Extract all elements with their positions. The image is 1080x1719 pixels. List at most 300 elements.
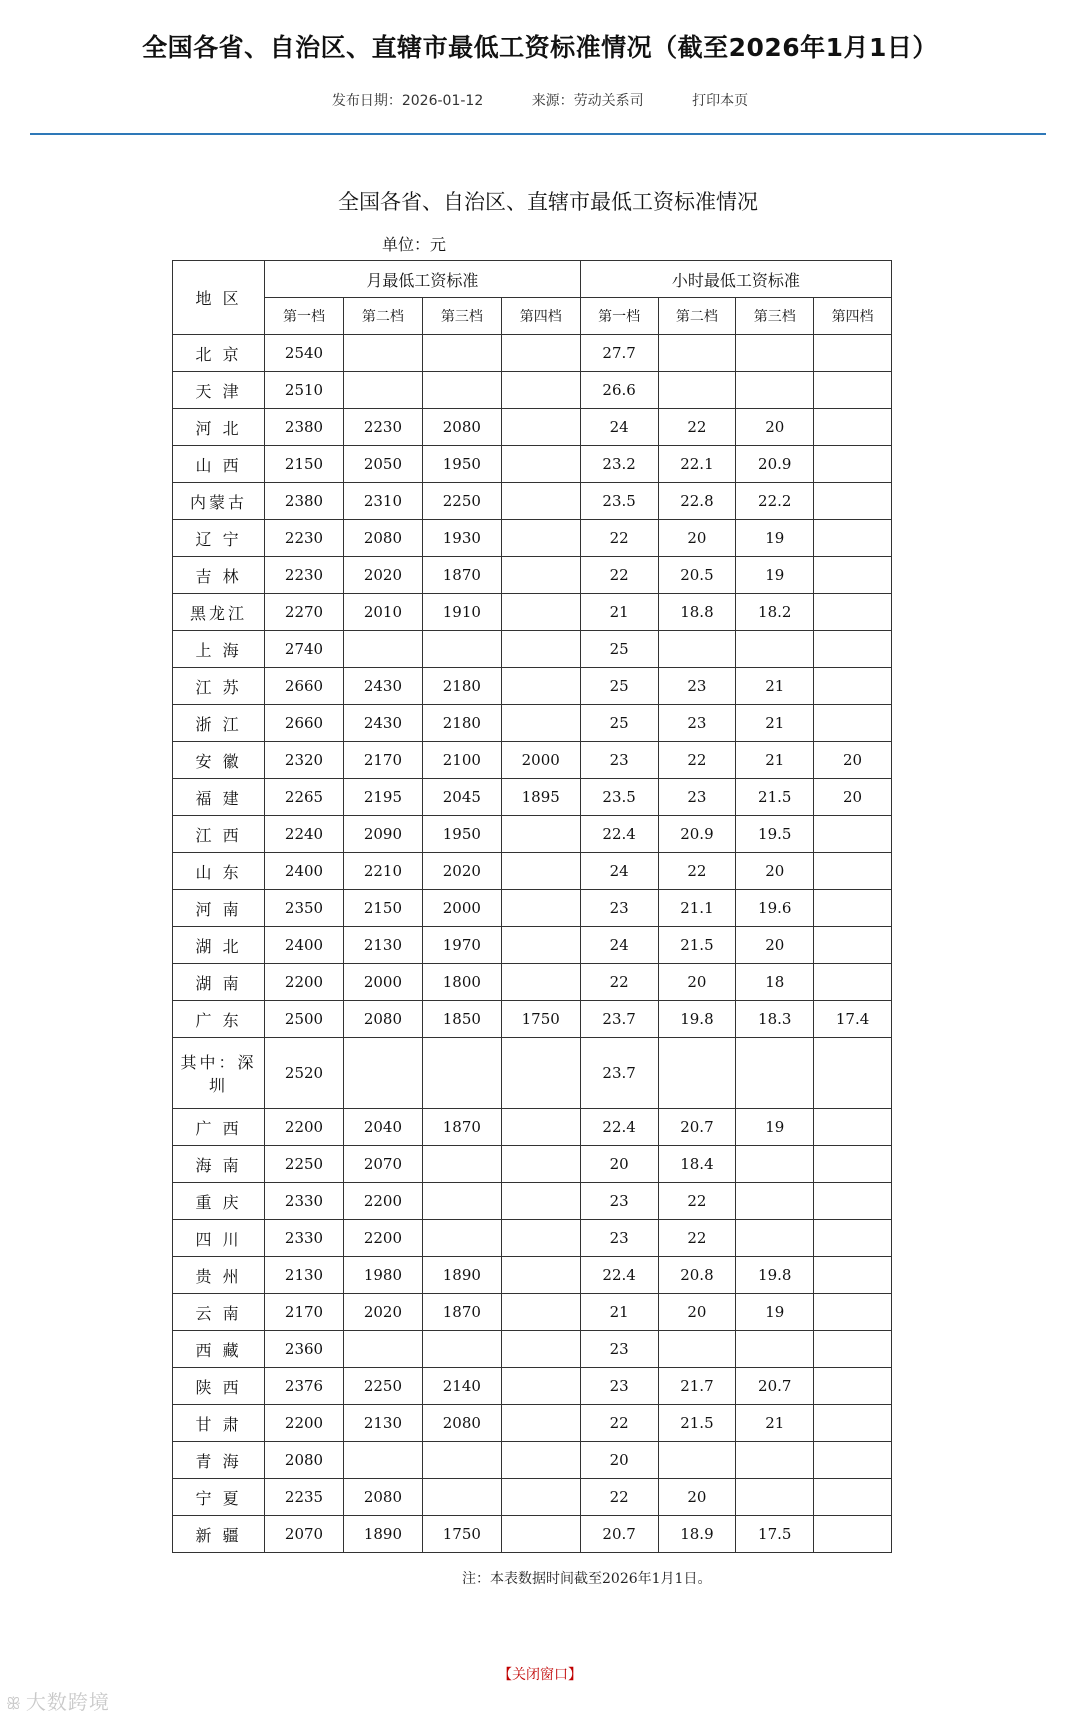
monthly-wage-cell [501,1294,580,1331]
monthly-wage-cell: 2210 [343,853,422,890]
monthly-wage-cell: 2380 [265,409,344,446]
hourly-wage-cell: 19.8 [658,1001,736,1038]
monthly-wage-cell [501,1368,580,1405]
hourly-wage-cell [814,964,892,1001]
monthly-wage-cell: 1895 [501,779,580,816]
monthly-wage-cell: 2660 [265,668,344,705]
monthly-wage-cell: 2250 [343,1368,422,1405]
region-cell: 吉 林 [173,557,265,594]
tier-header: 第一档 [580,298,658,335]
hourly-wage-cell [736,372,814,409]
region-cell: 上 海 [173,631,265,668]
hourly-wage-cell: 17.4 [814,1001,892,1038]
source-label: 来源： [531,93,574,109]
monthly-wage-cell: 2310 [343,483,422,520]
hourly-wage-cell: 20.8 [658,1257,736,1294]
table-row [173,335,892,372]
monthly-wage-cell: 2235 [265,1479,344,1516]
region-cell: 山 西 [173,446,265,483]
monthly-wage-cell: 2350 [265,890,344,927]
hourly-wage-cell: 23 [658,705,736,742]
monthly-wage-cell: 2200 [265,1405,344,1442]
monthly-wage-cell: 1950 [422,816,501,853]
table-row [173,1516,892,1553]
hourly-wage-cell: 24 [580,853,658,890]
hourly-wage-cell [814,409,892,446]
monthly-wage-cell: 1870 [422,557,501,594]
region-cell: 贵 州 [173,1257,265,1294]
table-row [173,1183,892,1220]
table-row [173,372,892,409]
monthly-wage-cell: 2380 [265,483,344,520]
hourly-wage-cell [658,335,736,372]
hourly-wage-cell: 20 [736,927,814,964]
monthly-wage-cell [501,816,580,853]
monthly-wage-cell [501,1479,580,1516]
region-cell: 辽 宁 [173,520,265,557]
hourly-wage-cell: 22.8 [658,483,736,520]
region-cell: 青 海 [173,1442,265,1479]
monthly-wage-cell: 1890 [422,1257,501,1294]
monthly-wage-cell [501,705,580,742]
monthly-wage-cell: 2540 [265,335,344,372]
monthly-wage-cell: 1970 [422,927,501,964]
monthly-wage-cell: 2020 [343,557,422,594]
hourly-wage-cell: 18.8 [658,594,736,631]
monthly-wage-cell: 2195 [343,779,422,816]
region-cell: 四 川 [173,1220,265,1257]
region-cell: 湖 北 [173,927,265,964]
monthly-wage-cell: 2080 [343,1479,422,1516]
hourly-wage-cell [814,1109,892,1146]
monthly-wage-cell [501,1442,580,1479]
table-row [173,520,892,557]
monthly-wage-cell: 1930 [422,520,501,557]
region-cell: 海 南 [173,1146,265,1183]
hourly-wage-cell: 19.5 [736,816,814,853]
hourly-wage-cell [814,890,892,927]
hourly-wage-cell: 23.7 [580,1038,658,1109]
hourly-wage-cell [814,853,892,890]
region-cell: 陕 西 [173,1368,265,1405]
monthly-wage-cell: 2330 [265,1220,344,1257]
hourly-wage-cell [814,1146,892,1183]
hourly-wage-cell: 22.4 [580,1257,658,1294]
hourly-wage-cell [814,927,892,964]
hourly-wage-cell: 20.7 [580,1516,658,1553]
table-row [173,1368,892,1405]
hourly-wage-cell [736,1183,814,1220]
tier-header: 第四档 [501,298,580,335]
monthly-wage-cell: 2080 [343,1001,422,1038]
monthly-wage-cell [422,1183,501,1220]
publish-date-label: 发布日期： [331,93,402,109]
monthly-wage-cell: 2330 [265,1183,344,1220]
hourly-wage-cell: 20.7 [658,1109,736,1146]
tier-header: 第一档 [265,298,344,335]
monthly-wage-cell [501,853,580,890]
hourly-wage-cell [736,1479,814,1516]
hourly-wage-cell: 22.4 [580,1109,658,1146]
tier-header: 第二档 [658,298,736,335]
monthly-wage-cell [501,964,580,1001]
table-row [173,853,892,890]
monthly-wage-cell: 2520 [265,1038,344,1109]
hourly-wage-cell: 21 [580,594,658,631]
table-body [173,335,892,1553]
monthly-wage-cell: 1980 [343,1257,422,1294]
region-cell: 江 西 [173,816,265,853]
monthly-wage-cell: 2250 [265,1146,344,1183]
hourly-wage-cell: 23.5 [580,779,658,816]
hourly-wage-cell: 22.2 [736,483,814,520]
monthly-wage-cell: 2250 [422,483,501,520]
hourly-wage-cell: 18.4 [658,1146,736,1183]
region-cell: 重 庆 [173,1183,265,1220]
monthly-wage-cell: 2050 [343,446,422,483]
monthly-wage-cell: 2660 [265,705,344,742]
monthly-wage-cell: 2230 [343,409,422,446]
monthly-wage-cell [422,1146,501,1183]
close-window-link[interactable]: 【关闭窗口】 [498,1667,582,1683]
hourly-wage-cell: 22 [580,1405,658,1442]
article-meta [0,90,1080,110]
print-page-link[interactable]: 打印本页 [692,93,749,109]
monthly-wage-cell [501,335,580,372]
monthly-wage-cell: 2180 [422,668,501,705]
region-cell: 湖 南 [173,964,265,1001]
hourly-wage-cell [814,520,892,557]
hourly-wage-cell [814,668,892,705]
hourly-wage-cell: 22 [658,1220,736,1257]
monthly-wage-cell [501,1405,580,1442]
hourly-wage-cell: 20 [658,520,736,557]
monthly-wage-cell: 2500 [265,1001,344,1038]
hourly-wage-cell: 18 [736,964,814,1001]
hourly-wage-cell: 20 [814,742,892,779]
monthly-wage-cell: 2100 [422,742,501,779]
monthly-wage-cell [501,372,580,409]
monthly-wage-cell [343,631,422,668]
header-divider [30,133,1046,135]
region-cell: 广 东 [173,1001,265,1038]
hourly-wage-cell: 21 [736,1405,814,1442]
monthly-wage-cell: 1870 [422,1109,501,1146]
table-row [173,1294,892,1331]
monthly-wage-cell [501,1257,580,1294]
unit-label: 单位：元 [382,235,447,254]
hourly-wage-cell: 26.6 [580,372,658,409]
monthly-wage-cell: 2200 [343,1220,422,1257]
monthly-wage-cell [501,1331,580,1368]
monthly-wage-cell: 2265 [265,779,344,816]
table-row [173,779,892,816]
monthly-wage-cell [422,1442,501,1479]
monthly-wage-cell: 2400 [265,853,344,890]
monthly-wage-cell [422,1479,501,1516]
monthly-wage-cell: 2360 [265,1331,344,1368]
monthly-wage-cell: 1850 [422,1001,501,1038]
source [532,90,644,110]
hourly-wage-cell [814,557,892,594]
minimum-wage-table [172,260,892,1553]
hourly-wage-cell: 24 [580,927,658,964]
hourly-wage-cell: 19.8 [736,1257,814,1294]
hourly-wage-cell [736,1220,814,1257]
monthly-wage-cell: 2240 [265,816,344,853]
hourly-wage-cell [814,446,892,483]
document-heading: 全国各省、自治区、直辖市最低工资标准情况 [338,190,758,214]
hourly-wage-cell: 21.5 [658,1405,736,1442]
monthly-wage-cell: 2070 [343,1146,422,1183]
monthly-wage-cell: 2080 [265,1442,344,1479]
region-cell: 云 南 [173,1294,265,1331]
monthly-wage-cell: 2430 [343,705,422,742]
monthly-wage-cell: 2150 [265,446,344,483]
region-cell: 黑龙江 [173,594,265,631]
hourly-wage-cell: 20 [658,964,736,1001]
monthly-wage-cell [501,1516,580,1553]
hourly-wage-cell: 17.5 [736,1516,814,1553]
hourly-wage-cell [814,483,892,520]
hourly-wage-cell: 22.1 [658,446,736,483]
hourly-wage-cell [814,1516,892,1553]
hourly-wage-cell [814,1183,892,1220]
region-cell: 北 京 [173,335,265,372]
hourly-wage-cell: 19 [736,520,814,557]
watermark-text: 大数跨境 [25,1690,110,1714]
hourly-wage-cell: 22 [580,964,658,1001]
monthly-wage-cell: 1750 [501,1001,580,1038]
hourly-wage-cell [814,1038,892,1109]
monthly-wage-cell: 2040 [343,1109,422,1146]
monthly-wage-cell: 2130 [343,1405,422,1442]
region-cell: 西 藏 [173,1331,265,1368]
hourly-wage-cell: 20 [736,409,814,446]
hourly-header: 小时最低工资标准 [580,261,891,298]
monthly-wage-cell [422,631,501,668]
region-cell: 天 津 [173,372,265,409]
monthly-wage-cell: 1750 [422,1516,501,1553]
publish-date [332,90,483,110]
table-note: 注：本表数据时间截至2026年1月1日。 [462,1571,712,1587]
table-row [173,890,892,927]
monthly-wage-cell [501,1146,580,1183]
hourly-wage-cell: 20 [658,1479,736,1516]
hourly-wage-cell: 22 [658,1183,736,1220]
region-cell: 河 北 [173,409,265,446]
hourly-wage-cell: 27.7 [580,335,658,372]
hourly-wage-cell [814,705,892,742]
hourly-wage-cell [814,631,892,668]
table-row [173,1331,892,1368]
hourly-wage-cell: 23 [580,1183,658,1220]
hourly-wage-cell: 22 [658,853,736,890]
source-value: 劳动关系司 [573,93,644,109]
table-row [173,1001,892,1038]
monthly-wage-cell [501,409,580,446]
hourly-wage-cell: 20 [580,1442,658,1479]
monthly-wage-cell: 1950 [422,446,501,483]
monthly-wage-cell: 2080 [422,1405,501,1442]
table-row [173,1220,892,1257]
table-row [173,409,892,446]
table-row [173,705,892,742]
hourly-wage-cell: 23 [580,742,658,779]
hourly-wage-cell [814,1294,892,1331]
hourly-wage-cell [814,594,892,631]
hourly-wage-cell: 23 [580,1220,658,1257]
hourly-wage-cell: 23.2 [580,446,658,483]
hourly-wage-cell [814,1442,892,1479]
table-row [173,742,892,779]
monthly-wage-cell: 2320 [265,742,344,779]
monthly-wage-cell [422,1331,501,1368]
monthly-wage-cell: 2130 [265,1257,344,1294]
region-header: 地 区 [173,261,265,335]
hourly-wage-cell [814,1257,892,1294]
monthly-wage-cell: 2170 [343,742,422,779]
monthly-wage-cell [343,1038,422,1109]
hourly-wage-cell: 25 [580,705,658,742]
monthly-wage-cell [422,1038,501,1109]
monthly-wage-cell: 2180 [422,705,501,742]
table-row [173,557,892,594]
monthly-wage-cell: 2130 [343,927,422,964]
monthly-wage-cell: 1910 [422,594,501,631]
hourly-wage-cell: 20 [658,1294,736,1331]
publish-date-value: 2026-01-12 [401,93,484,109]
monthly-wage-cell: 2200 [343,1183,422,1220]
table-row [173,1442,892,1479]
monthly-wage-cell [343,1442,422,1479]
monthly-wage-cell [422,372,501,409]
monthly-wage-cell: 2140 [422,1368,501,1405]
hourly-wage-cell: 21.5 [736,779,814,816]
region-cell: 新 疆 [173,1516,265,1553]
hourly-wage-cell: 25 [580,668,658,705]
monthly-wage-cell: 2000 [343,964,422,1001]
hourly-wage-cell [814,816,892,853]
monthly-wage-cell: 2000 [501,742,580,779]
monthly-header: 月最低工资标准 [265,261,581,298]
hourly-wage-cell [814,1368,892,1405]
region-cell: 内蒙古 [173,483,265,520]
monthly-wage-cell [501,1183,580,1220]
hourly-wage-cell: 21.1 [658,890,736,927]
monthly-wage-cell: 2150 [343,890,422,927]
region-cell: 浙 江 [173,705,265,742]
hourly-wage-cell: 18.3 [736,1001,814,1038]
monthly-wage-cell [501,1109,580,1146]
table-row [173,668,892,705]
region-cell: 广 西 [173,1109,265,1146]
monthly-wage-cell: 2230 [265,520,344,557]
region-cell: 江 苏 [173,668,265,705]
hourly-wage-cell [736,1442,814,1479]
table-row [173,594,892,631]
hourly-wage-cell: 22 [658,742,736,779]
hourly-wage-cell [658,1331,736,1368]
hourly-wage-cell [658,1038,736,1109]
tier-header: 第二档 [343,298,422,335]
tier-header: 第三档 [422,298,501,335]
monthly-wage-cell: 2080 [422,409,501,446]
hourly-wage-cell: 21 [580,1294,658,1331]
hourly-wage-cell [814,1405,892,1442]
tier-header: 第三档 [736,298,814,335]
table-row [173,1405,892,1442]
hourly-wage-cell [814,1479,892,1516]
monthly-wage-cell: 2400 [265,927,344,964]
hourly-wage-cell: 23.7 [580,1001,658,1038]
hourly-wage-cell [658,1442,736,1479]
hourly-wage-cell: 23 [580,1331,658,1368]
hourly-wage-cell: 20.7 [736,1368,814,1405]
monthly-wage-cell [422,335,501,372]
monthly-wage-cell: 2000 [422,890,501,927]
monthly-wage-cell: 1890 [343,1516,422,1553]
region-cell: 甘 肃 [173,1405,265,1442]
monthly-wage-cell: 2200 [265,964,344,1001]
hourly-wage-cell: 19.6 [736,890,814,927]
table-row [173,1257,892,1294]
hourly-wage-cell: 20 [736,853,814,890]
region-cell: 河 南 [173,890,265,927]
monthly-wage-cell: 2270 [265,594,344,631]
monthly-wage-cell [501,1220,580,1257]
hourly-wage-cell: 23 [580,1368,658,1405]
hourly-wage-cell: 19 [736,1294,814,1331]
hourly-wage-cell: 20.5 [658,557,736,594]
monthly-wage-cell [501,483,580,520]
hourly-wage-cell: 20.9 [658,816,736,853]
hourly-wage-cell: 24 [580,409,658,446]
hourly-wage-cell [814,335,892,372]
hourly-wage-cell: 18.9 [658,1516,736,1553]
region-cell: 宁 夏 [173,1479,265,1516]
monthly-wage-cell: 2510 [265,372,344,409]
region-cell: 山 东 [173,853,265,890]
table-row [173,1146,892,1183]
region-cell: 安 徽 [173,742,265,779]
monthly-wage-cell [422,1220,501,1257]
hourly-wage-cell [736,1038,814,1109]
monthly-wage-cell: 2080 [343,520,422,557]
monthly-wage-cell: 2010 [343,594,422,631]
hourly-wage-cell: 20 [580,1146,658,1183]
monthly-wage-cell: 2070 [265,1516,344,1553]
table-row [173,483,892,520]
monthly-wage-cell: 2740 [265,631,344,668]
hourly-wage-cell [736,631,814,668]
hourly-wage-cell: 18.2 [736,594,814,631]
table-row [173,816,892,853]
hourly-wage-cell: 22 [580,557,658,594]
hourly-wage-cell: 21 [736,705,814,742]
monthly-wage-cell: 2090 [343,816,422,853]
monthly-wage-cell: 2045 [422,779,501,816]
hourly-wage-cell: 23 [580,890,658,927]
monthly-wage-cell [501,1038,580,1109]
monthly-wage-cell: 2020 [422,853,501,890]
table-row [173,631,892,668]
hourly-wage-cell [658,372,736,409]
hourly-wage-cell: 22.4 [580,816,658,853]
hourly-wage-cell: 21.5 [658,927,736,964]
table-row [173,1109,892,1146]
table-row [173,1038,892,1109]
